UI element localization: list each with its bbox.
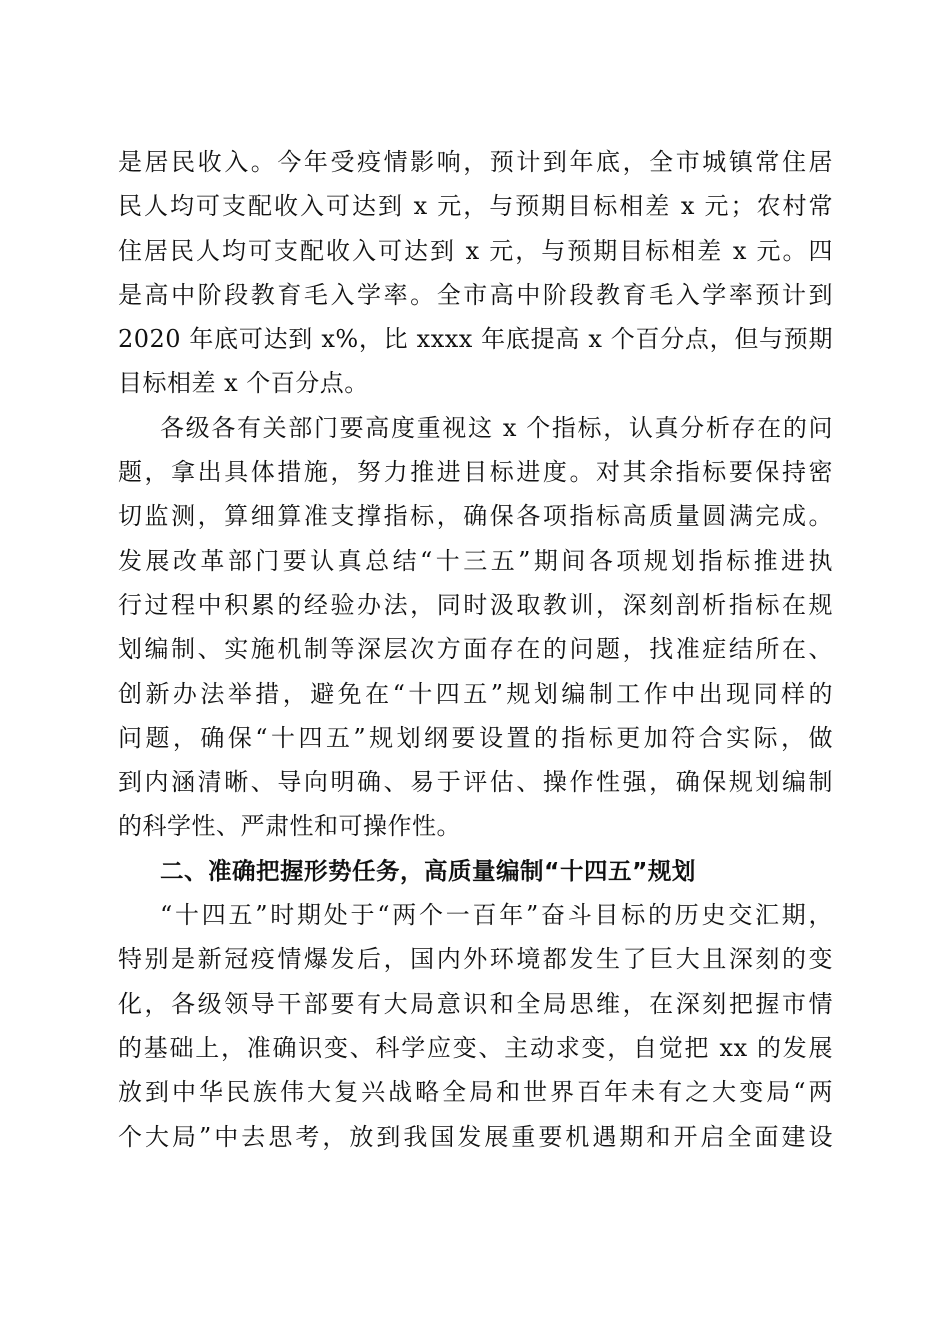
- body-text-line: 的科学性、严肃性和可操作性。: [118, 812, 461, 841]
- body-text-line: 特别是新冠疫情爆发后，国内外环境都发生了巨大且深刻的变: [118, 945, 833, 974]
- body-text-line: 行过程中积累的经验办法，同时汲取教训，深刻剖析指标在规: [118, 590, 833, 619]
- body-text-line: 放到中华民族伟大复兴战略全局和世界百年未有之大变局“两: [118, 1078, 833, 1107]
- body-text-line: 划编制、实施机制等深层次方面存在的问题，找准症结所在、: [118, 635, 833, 664]
- body-text-line: 是高中阶段教育毛入学率。全市高中阶段教育毛入学率预计到: [118, 280, 833, 309]
- body-text-line: 化，各级领导干部要有大局意识和全局思维，在深刻把握市情: [118, 989, 833, 1018]
- body-text-line: 的基础上，准确识变、科学应变、主动求变，自觉把 xx 的发展: [118, 1033, 833, 1062]
- body-text-line: 题，拿出具体措施，努力推进目标进度。对其余指标要保持密: [118, 458, 833, 487]
- body-text-line: 发展改革部门要认真总结“十三五”期间各项规划指标推进执: [118, 546, 833, 575]
- body-text-line: 住居民人均可支配收入可达到 x 元，与预期目标相差 x 元。四: [118, 236, 833, 265]
- body-text-line: 是居民收入。今年受疫情影响，预计到年底，全市城镇常住居: [118, 148, 833, 176]
- body-text-line: 问题，确保“十四五”规划纲要设置的指标更加符合实际，做: [118, 723, 833, 752]
- body-text-line: 民人均可支配收入可达到 x 元，与预期目标相差 x 元；农村常: [118, 192, 833, 221]
- body-text-line: 创新办法举措，避免在“十四五”规划编制工作中出现同样的: [118, 679, 833, 708]
- document-body: [118, 140, 833, 1159]
- body-text-line: 个大局”中去思考，放到我国发展重要机遇期和开启全面建设: [118, 1122, 833, 1151]
- paragraph-first-line: “十四五”时期处于“两个一百年”奋斗目标的历史交汇期，: [160, 901, 833, 930]
- body-text-line: 到内涵清晰、导向明确、易于评估、操作性强，确保规划编制: [118, 768, 833, 797]
- body-text-line: 切监测，算细算准支撑指标，确保各项指标高质量圆满完成。: [118, 502, 833, 531]
- section-heading: 二、准确把握形势任务，高质量编制“十四五”规划: [160, 856, 696, 885]
- paragraph-first-line: 各级各有关部门要高度重视这 x 个指标，认真分析存在的问: [160, 413, 833, 442]
- body-text-line: 2020 年底可达到 x%，比 xxxx 年底提高 x 个百分点，但与预期: [118, 325, 833, 354]
- body-text-line: 目标相差 x 个百分点。: [118, 369, 369, 398]
